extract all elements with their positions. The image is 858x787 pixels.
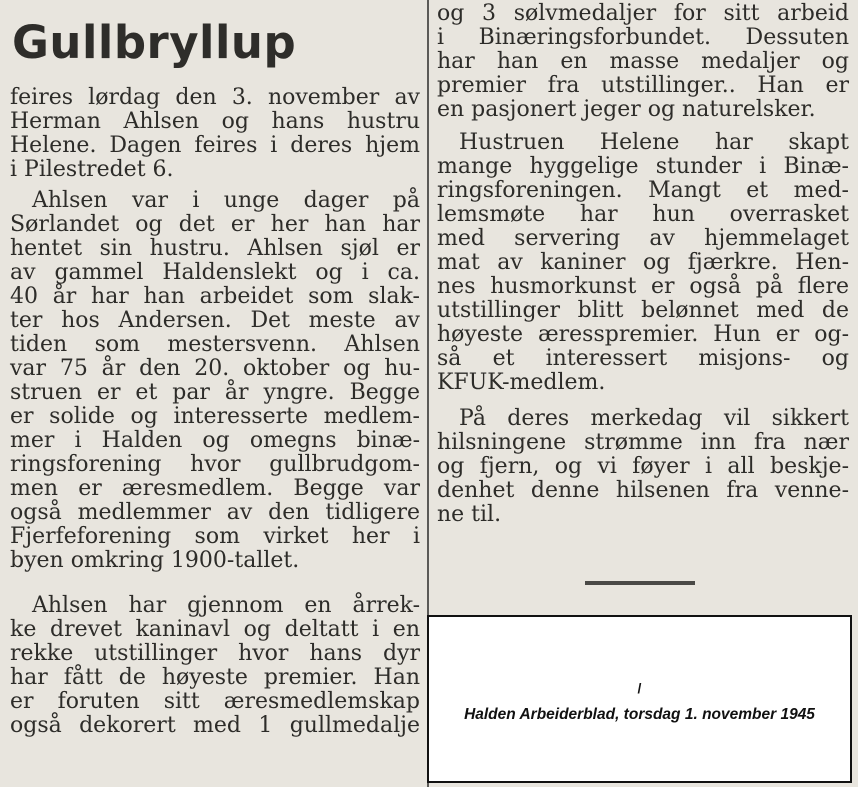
text-line: også dekorert med 1 gullmedalje — [10, 713, 420, 738]
caption-source: Halden Arbeiderblad, torsdag 1. november 1945 — [464, 706, 815, 723]
text-line: er solide og interesserte medlem- — [10, 404, 420, 429]
text-line: utstillinger blitt belønnet med de — [437, 298, 849, 323]
text-line: byen omkring 1900-tallet. — [10, 548, 300, 573]
article-end-rule — [585, 581, 695, 585]
text-line: På deres merkedag vil sikkert — [459, 406, 849, 431]
text-line: ringsforening hvor gullbrudgom- — [10, 452, 420, 477]
text-line: KFUK-medlem. — [437, 370, 606, 395]
text-line: men er æresmedlem. Begge var — [10, 476, 420, 501]
text-line: struen er et par år yngre. Begge — [10, 380, 420, 405]
caption-mark: / — [637, 680, 642, 696]
text-line: Ahlsen har gjennom en årrek- — [32, 593, 420, 618]
text-line: høyeste æresspremier. Hun er og- — [437, 322, 849, 347]
text-line: Fjerfeforening som virket her i — [10, 524, 420, 549]
text-line: har han en masse medaljer og — [437, 49, 849, 74]
text-line: en pasjonert jeger og naturelsker. — [437, 97, 816, 122]
text-line: også medlemmer av den tidligere — [10, 500, 420, 525]
text-line: Hustruen Helene har skapt — [459, 130, 849, 155]
text-line: lemsmøte har hun overrasket — [437, 202, 849, 227]
headline: Gullbryllup — [12, 16, 297, 69]
text-line: ke drevet kaninavl og deltatt i en — [10, 617, 420, 642]
text-line: i Pilestredet 6. — [10, 157, 174, 182]
text-line: tiden som mestersvenn. Ahlsen — [10, 332, 420, 357]
text-line: så et interessert misjons- og — [437, 346, 849, 371]
text-line: med servering av hjemmelaget — [437, 226, 849, 251]
text-line: Helene. Dagen feires i deres hjem — [10, 133, 420, 158]
text-line: av gammel Haldenslekt og i ca. — [10, 260, 420, 285]
text-line: er foruten sitt æresmedlemskap — [10, 689, 420, 714]
text-line: og fjern, og vi føyer i all beskje- — [437, 454, 849, 479]
text-line: denhet denne hilsenen fra venne- — [437, 478, 849, 503]
text-line: hilsningene strømme inn fra nær — [437, 430, 849, 455]
text-line: var 75 år den 20. oktober og hu- — [10, 356, 420, 381]
text-line: mat av kaniner og fjærkre. Hen- — [437, 250, 849, 275]
text-line: ne til. — [437, 502, 502, 527]
text-line: rekke utstillinger hvor hans dyr — [10, 641, 420, 666]
text-line: mer i Halden og omegns binæ- — [10, 428, 420, 453]
text-line: mange hyggelige stunder i Binæ- — [437, 154, 849, 179]
text-line: har fått de høyeste premier. Han — [10, 665, 420, 690]
text-line: hentet sin hustru. Ahlsen sjøl er — [10, 236, 420, 261]
text-line: Herman Ahlsen og hans hustru — [10, 109, 420, 134]
text-line: ringsforeningen. Mangt et med- — [437, 178, 849, 203]
text-line: feires lørdag den 3. november av — [10, 85, 420, 110]
caption-box — [427, 615, 852, 783]
text-line: premier fra utstillinger.. Han er — [437, 73, 849, 98]
text-line: 40 år har han arbeidet som slak- — [10, 284, 420, 309]
text-line: Ahlsen var i unge dager på — [32, 188, 420, 213]
text-line: nes husmorkunst er også på flere — [437, 274, 849, 299]
text-line: ter hos Andersen. Det meste av — [10, 308, 420, 333]
text-line: i Binæringsforbundet. Dessuten — [437, 25, 849, 50]
text-line: Sørlandet og det er her han har — [10, 212, 420, 237]
text-line: og 3 sølvmedaljer for sitt arbeid — [437, 1, 849, 26]
